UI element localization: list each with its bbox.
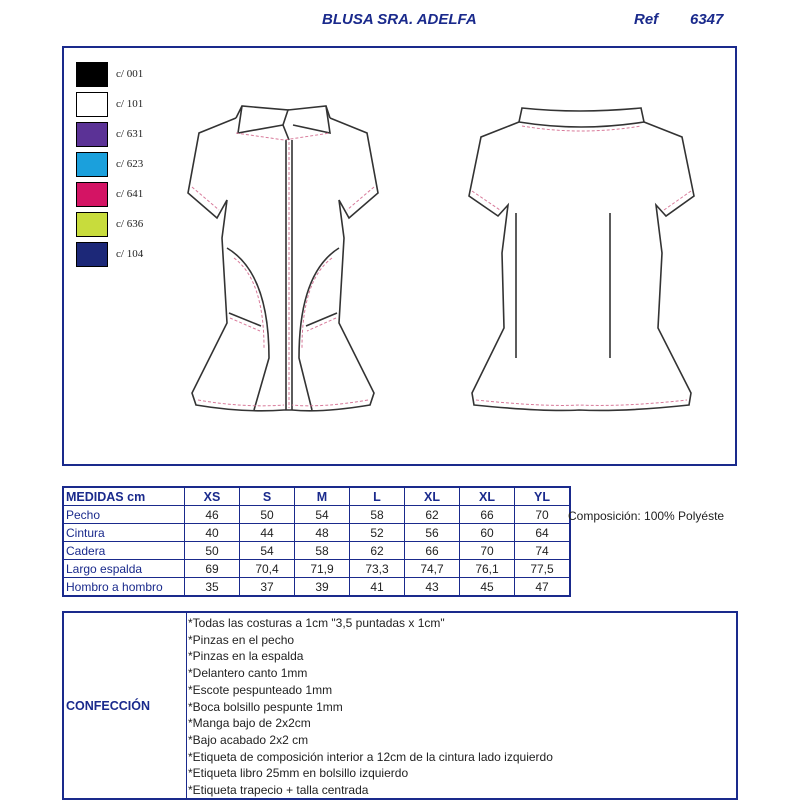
measurement-value-cell: 35 bbox=[185, 578, 240, 597]
measurement-value-cell: 58 bbox=[350, 506, 405, 524]
color-code-label: c/ 001 bbox=[116, 68, 144, 80]
measurement-value-cell: 41 bbox=[350, 578, 405, 597]
list-item: *Delantero canto 1mm bbox=[188, 666, 308, 681]
measurement-value-cell: 39 bbox=[295, 578, 350, 597]
measurement-value-cell: 66 bbox=[460, 506, 515, 524]
measurement-value-cell: 70 bbox=[460, 542, 515, 560]
table-row bbox=[63, 578, 570, 597]
ref-label: Ref bbox=[634, 11, 659, 28]
table-row bbox=[63, 506, 570, 524]
size-header-cell: L bbox=[350, 487, 405, 506]
list-item: *Escote pespunteado 1mm bbox=[188, 682, 333, 697]
confeccion-divider bbox=[186, 613, 187, 800]
measurement-value-cell: 46 bbox=[185, 506, 240, 524]
ref-number: 6347 bbox=[690, 11, 724, 28]
front-collar-left bbox=[236, 106, 289, 140]
back-view-drawing bbox=[469, 108, 694, 410]
color-code-label: c/ 101 bbox=[116, 98, 144, 110]
front-collar-fold-left bbox=[238, 106, 283, 133]
front-princess-right bbox=[299, 248, 339, 410]
confeccion-panel bbox=[62, 611, 738, 800]
measurement-value-cell: 77,5 bbox=[515, 560, 571, 578]
back-outline bbox=[469, 122, 694, 410]
list-item: *Manga bajo de 2x2cm bbox=[188, 716, 311, 731]
measurement-label-cell: Cintura bbox=[63, 524, 185, 542]
list-item: *Bajo acabado 2x2 cm bbox=[188, 732, 309, 747]
garment-title: BLUSA SRA. ADELFA bbox=[322, 11, 477, 28]
measurement-label-cell: Pecho bbox=[63, 506, 185, 524]
list-item: *Pinzas en el pecho bbox=[188, 632, 295, 647]
color-code-label: c/ 641 bbox=[116, 188, 144, 200]
list-item: *Pinzas en la espalda bbox=[188, 649, 304, 664]
front-outline bbox=[188, 118, 378, 411]
measurement-value-cell: 74 bbox=[515, 542, 571, 560]
measurements-table bbox=[62, 486, 571, 597]
measurement-value-cell: 76,1 bbox=[460, 560, 515, 578]
list-item: *Etiqueta de composición interior a 12cm de la cintura lado izquierdo bbox=[188, 749, 553, 764]
measurement-label-cell: Hombro a hombro bbox=[63, 578, 185, 597]
color-code-label: c/ 623 bbox=[116, 158, 144, 170]
measurement-value-cell: 74,7 bbox=[405, 560, 460, 578]
list-item: *Etiqueta trapecio + talla centrada bbox=[188, 783, 369, 798]
back-collar bbox=[519, 108, 644, 127]
measurement-value-cell: 50 bbox=[240, 506, 295, 524]
measurement-value-cell: 45 bbox=[460, 578, 515, 597]
measurement-value-cell: 62 bbox=[405, 506, 460, 524]
table-header-row bbox=[63, 487, 570, 506]
measurement-value-cell: 56 bbox=[405, 524, 460, 542]
front-stitching bbox=[192, 133, 374, 408]
color-code-label: c/ 104 bbox=[116, 248, 144, 260]
measurement-value-cell: 66 bbox=[405, 542, 460, 560]
list-item: *Todas las costuras a 1cm "3,5 puntadas x 1cm" bbox=[188, 616, 445, 630]
table-row bbox=[63, 524, 570, 542]
measurement-label-cell: Largo espalda bbox=[63, 560, 185, 578]
table-row bbox=[63, 542, 570, 560]
size-header-cell: S bbox=[240, 487, 295, 506]
color-code-label: c/ 636 bbox=[116, 218, 144, 230]
measurement-value-cell: 70 bbox=[515, 506, 571, 524]
measurement-value-cell: 54 bbox=[295, 506, 350, 524]
color-code-label: c/ 631 bbox=[116, 128, 144, 140]
confeccion-list bbox=[188, 615, 553, 799]
measurement-value-cell: 44 bbox=[240, 524, 295, 542]
table-row bbox=[63, 560, 570, 578]
technical-drawing bbox=[64, 48, 735, 464]
measurement-value-cell: 37 bbox=[240, 578, 295, 597]
size-header-cell: M bbox=[295, 487, 350, 506]
size-header-cell: XL bbox=[405, 487, 460, 506]
front-view-drawing bbox=[188, 106, 378, 411]
measurement-value-cell: 71,9 bbox=[295, 560, 350, 578]
measurement-value-cell: 54 bbox=[240, 542, 295, 560]
measurement-value-cell: 58 bbox=[295, 542, 350, 560]
size-header-cell: XL bbox=[460, 487, 515, 506]
measurement-value-cell: 70,4 bbox=[240, 560, 295, 578]
measurement-value-cell: 60 bbox=[460, 524, 515, 542]
size-header-cell: YL bbox=[515, 487, 571, 506]
front-collar-fold-right bbox=[293, 106, 330, 133]
front-collar-right bbox=[288, 106, 330, 118]
measurement-value-cell: 52 bbox=[350, 524, 405, 542]
measurement-value-cell: 73,3 bbox=[350, 560, 405, 578]
garment-diagram-panel bbox=[62, 46, 737, 466]
measurement-value-cell: 40 bbox=[185, 524, 240, 542]
back-stitching bbox=[472, 126, 691, 405]
measurement-value-cell: 48 bbox=[295, 524, 350, 542]
measurement-value-cell: 62 bbox=[350, 542, 405, 560]
measurement-value-cell: 43 bbox=[405, 578, 460, 597]
list-item: *Etiqueta libro 25mm en bolsillo izquierdo bbox=[188, 766, 409, 781]
composition-text: Composición: 100% Polyéste bbox=[568, 509, 725, 523]
measurement-value-cell: 69 bbox=[185, 560, 240, 578]
size-header-cell: XS bbox=[185, 487, 240, 506]
measurement-value-cell: 64 bbox=[515, 524, 571, 542]
measurement-value-cell: 50 bbox=[185, 542, 240, 560]
measurement-value-cell: 47 bbox=[515, 578, 571, 597]
table-title-cell: MEDIDAS cm bbox=[63, 487, 185, 506]
measurement-label-cell: Cadera bbox=[63, 542, 185, 560]
list-item: *Boca bolsillo pespunte 1mm bbox=[188, 699, 343, 714]
confeccion-label: CONFECCIÓN bbox=[66, 699, 151, 713]
